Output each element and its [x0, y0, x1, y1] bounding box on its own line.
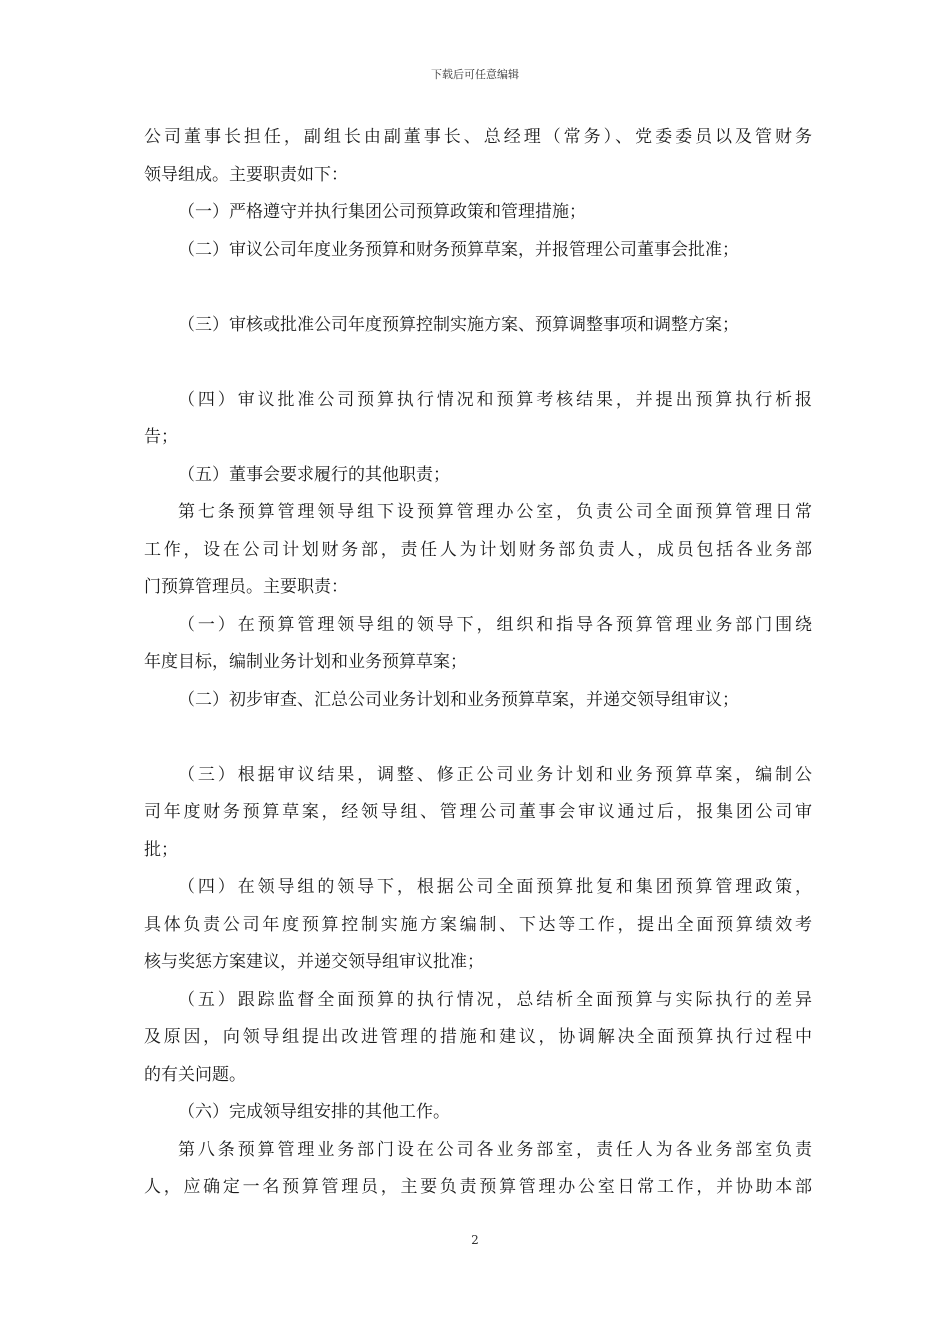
- text-line: 批；: [144, 839, 178, 860]
- text-line: 门预算管理员。主要职责：: [144, 577, 348, 597]
- text-line: 工作，设在公司计划财务部，责任人为计划财务部负责人，成员包括各业务部: [144, 539, 812, 560]
- text-line: 人，应确定一名预算管理员，主要负责预算管理办公室日常工作，并协助本部: [144, 1177, 812, 1197]
- page-number: 2: [471, 1233, 479, 1247]
- text-line: 领导组成。主要职责如下：: [144, 164, 348, 185]
- text-line: 具体负责公司年度预算控制实施方案编制、下达等工作，提出全面预算绩效考: [144, 914, 812, 935]
- list-item: （一）严格遵守并执行集团公司预算政策和管理措施；: [178, 202, 586, 222]
- list-item: （五）董事会要求履行的其他职责；: [178, 464, 450, 485]
- article-paragraph: 第八条预算管理业务部门设在公司各业务部室，责任人为各业务部室负责: [178, 1139, 812, 1160]
- list-item: （五）跟踪监督全面预算的执行情况，总结析全面预算与实际执行的差异: [178, 989, 812, 1010]
- page-header: 下载后可任意编辑: [431, 68, 519, 81]
- list-item: （四）审议批准公司预算执行情况和预算考核结果，并提出预算执行析报: [178, 389, 812, 410]
- list-item: （三）审核或批准公司年度预算控制实施方案、预算调整事项和调整方案；: [178, 314, 739, 335]
- text-line: 及原因，向领导组提出改进管理的措施和建议，协调解决全面预算执行过程中: [144, 1027, 812, 1047]
- document-body: [144, 119, 812, 1207]
- text-line: 司年度财务预算草案，经领导组、管理公司董事会审议通过后，报集团公司审: [144, 802, 812, 822]
- paragraph-gap: [144, 269, 812, 307]
- text-line: 的有关问题。: [144, 1064, 246, 1085]
- list-item: （一）在预算管理领导组的领导下，组织和指导各预算管理业务部门围绕: [178, 614, 812, 635]
- paragraph-gap: [144, 719, 812, 757]
- list-item: （六）完成领导组安排的其他工作。: [178, 1102, 450, 1122]
- text-line: 告；: [144, 427, 178, 447]
- text-line: 公司董事长担任，副组长由副董事长、总经理（常务）、党委委员以及管财务: [144, 127, 812, 147]
- list-item: （二）初步审查、汇总公司业务计划和业务预算草案，并递交领导组审议；: [178, 689, 739, 710]
- text-line: 年度目标，编制业务计划和业务预算草案；: [144, 652, 467, 672]
- list-item: （二）审议公司年度业务预算和财务预算草案，并报管理公司董事会批准；: [178, 239, 739, 260]
- list-item: （四）在领导组的领导下，根据公司全面预算批复和集团预算管理政策，: [178, 877, 812, 897]
- article-paragraph: 第七条预算管理领导组下设预算管理办公室，负责公司全面预算管理日常: [178, 502, 812, 522]
- paragraph-gap: [144, 344, 812, 382]
- list-item: （三）根据审议结果，调整、修正公司业务计划和业务预算草案，编制公: [178, 764, 812, 785]
- text-line: 核与奖惩方案建议，并递交领导组审议批准；: [144, 952, 484, 972]
